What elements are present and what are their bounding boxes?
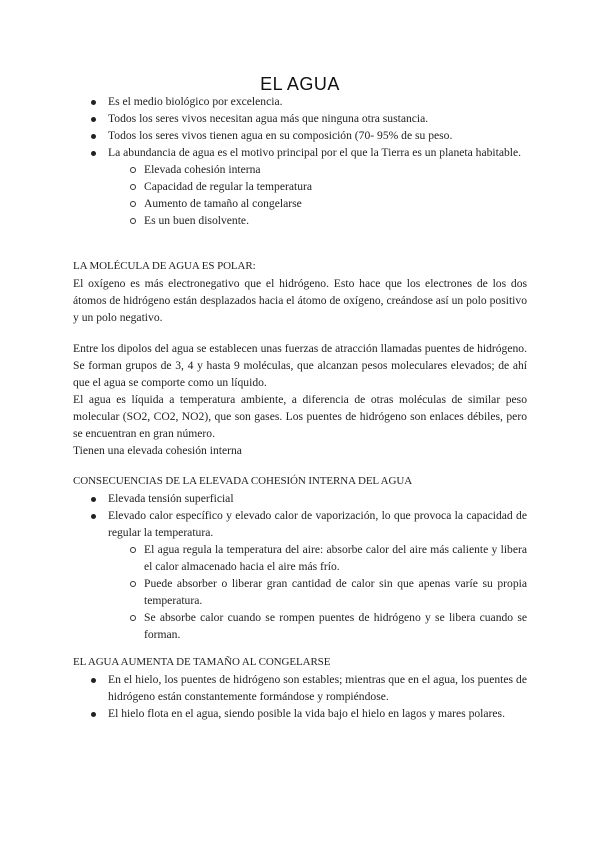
section-ice-expansion: [73, 654, 527, 722]
list-item: En el hielo, los puentes de hidrógeno son estables; mientras que en el agua, los puentes de hidrógeno están constantemente formándose y rompiéndose.: [73, 671, 527, 705]
sublist-item: Es un buen disolvente.: [73, 212, 527, 229]
page-title: EL AGUA: [260, 74, 340, 94]
section-cohesion-consequences: [73, 473, 527, 643]
consequences-list: [73, 490, 527, 541]
sublist-item: Aumento de tamaño al congelarse: [73, 195, 527, 212]
list-item: Elevado calor específico y elevado calor de vaporización, lo que provoca la capacidad de regular la temperatura.: [73, 507, 527, 541]
sublist-item: El agua regula la temperatura del aire: absorbe calor del aire más caliente y libera el calor almacenado hacia el aire más frío.: [73, 541, 527, 575]
intro-sublist: [73, 161, 527, 229]
list-item: Todos los seres vivos tienen agua en su composición (70- 95% de su peso.: [73, 127, 527, 144]
paragraph: El agua es líquida a temperatura ambiente, a diferencia de otras moléculas de similar peso molecular (SO2, CO2, NO2), que son gases. Los puentes de hidrógeno son enlaces débiles, pero se encuentran en gran número.: [73, 393, 527, 440]
paragraph: Entre los dipolos del agua se establecen unas fuerzas de atracción llamadas puentes de hidrógeno. Se forman grupos de 3, 4 y hasta 9 moléculas, que alcanzan pesos moleculares elevados; de ahí que el agua se comporte como un líquido.: [73, 342, 527, 389]
list-item: Todos los seres vivos necesitan agua más que ninguna otra sustancia.: [73, 110, 527, 127]
list-item: El hielo flota en el agua, siendo posible la vida bajo el hielo en lagos y mares polares.: [73, 705, 527, 722]
paragraph: Tienen una elevada cohesión interna: [73, 444, 242, 457]
section-hydrogen-bonds: [73, 340, 527, 459]
list-item: La abundancia de agua es el motivo principal por el que la Tierra es un planeta habitable.: [73, 144, 527, 161]
section-heading: LA MOLÉCULA DE AGUA ES POLAR:: [73, 260, 256, 272]
intro-list: [73, 93, 527, 161]
list-item: Es el medio biológico por excelencia.: [73, 93, 527, 110]
sublist-item: Elevada cohesión interna: [73, 161, 527, 178]
section-heading: CONSECUENCIAS DE LA ELEVADA COHESIÓN INTERNA DEL AGUA: [73, 475, 413, 487]
ice-list: [73, 671, 527, 722]
consequences-sublist: [73, 541, 527, 643]
section-polar-molecule: [73, 258, 527, 326]
list-item: Elevada tensión superficial: [73, 490, 527, 507]
sublist-item: Puede absorber o liberar gran cantidad de calor sin que apenas varíe su propia temperatura.: [73, 575, 527, 609]
paragraph: El oxígeno es más electronegativo que el hidrógeno. Esto hace que los electrones de los dos átomos de hidrógeno están desplazados hacia el átomo de oxígeno, creándose así un polo positivo y un polo negativo.: [73, 277, 527, 324]
section-heading: EL AGUA AUMENTA DE TAMAÑO AL CONGELARSE: [73, 656, 331, 668]
sublist-item: Capacidad de regular la temperatura: [73, 178, 527, 195]
sublist-item: Se absorbe calor cuando se rompen puentes de hidrógeno y se libera cuando se forman.: [73, 609, 527, 643]
intro-section: [73, 93, 527, 229]
